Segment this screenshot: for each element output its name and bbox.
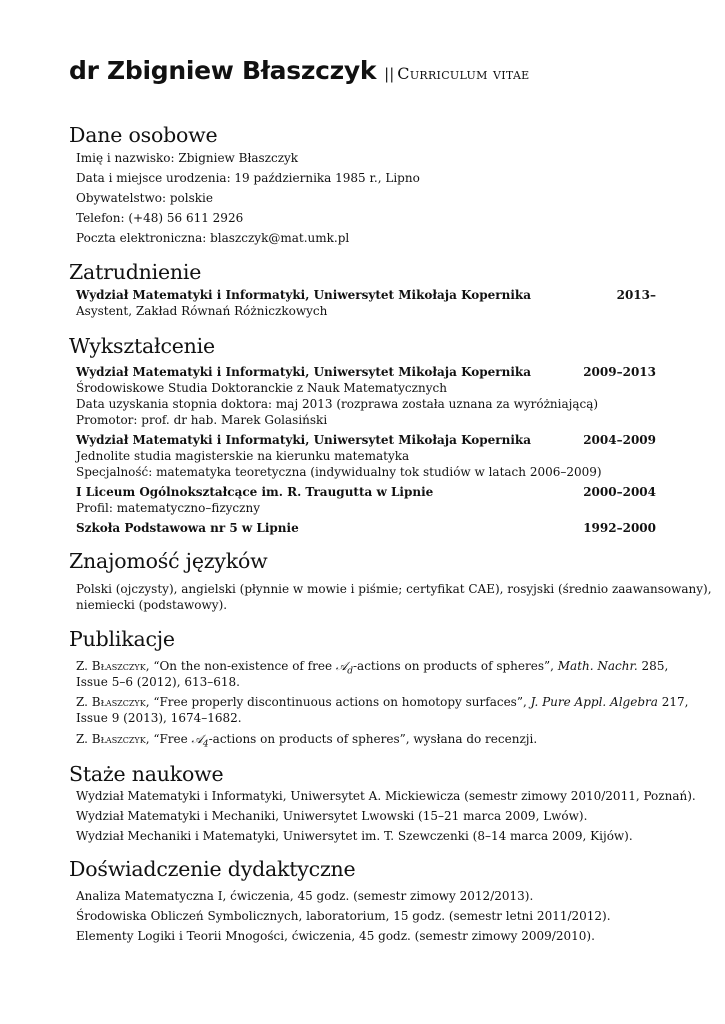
person-name: dr Zbigniew Błaszczyk (69, 56, 377, 85)
publication-text: -actions on products of spheres”, wysłana do recenzji. (208, 732, 538, 746)
publication-math: 𝒜 (191, 732, 203, 746)
teaching-line: Elementy Logiki i Teorii Mnogości, ćwiczenia, 45 godz. (semestr zimowy 2009/2010). (76, 929, 595, 943)
header-subtitle: Curriculum vitae (397, 64, 530, 83)
employment-detail: Asystent, Zakład Równań Różniczkowych (76, 304, 328, 318)
publication-text: , “On the non-existence of free (145, 659, 336, 673)
publication-item-cont: Issue 9 (2013), 1674–1682. (76, 711, 242, 725)
cv-header (69, 56, 530, 85)
education-dates: 2000–2004 (583, 485, 656, 499)
education-dates: 2009–2013 (583, 365, 656, 379)
section-languages-title: Znajomość języków (69, 549, 268, 573)
publication-item (76, 694, 688, 710)
education-detail: Profil: matematyczno–fizyczny (76, 501, 260, 515)
personal-line: Obywatelstwo: polskie (76, 191, 213, 205)
education-institution: I Liceum Ogólnokształcące im. R. Traugutta w Lipnie (76, 485, 434, 499)
section-education-title: Wykształcenie (69, 334, 215, 358)
publication-author: Z. Błaszczyk (76, 695, 146, 709)
teaching-line: Środowiska Obliczeń Symbolicznych, laboratorium, 15 godz. (semestr letni 2011/2012). (76, 909, 611, 923)
personal-line: Imię i nazwisko: Zbigniew Błaszczyk (76, 151, 299, 165)
publication-text: , “Free (145, 732, 192, 746)
section-employment-title: Zatrudnienie (69, 260, 202, 284)
education-detail: Promotor: prof. dr hab. Marek Golasiński (76, 413, 328, 427)
education-detail: Środowiskowe Studia Doktoranckie z Nauk Matematycznych (76, 381, 447, 395)
publication-item (76, 731, 537, 752)
education-institution: Szkoła Podstawowa nr 5 w Lipnie (76, 521, 299, 535)
publication-author: Z. Błaszczyk (76, 659, 146, 673)
section-internships-title: Staże naukowe (69, 762, 224, 786)
teaching-line: Analiza Matematyczna I, ćwiczenia, 45 godz. (semestr zimowy 2012/2013). (76, 889, 534, 903)
publication-author: Z. Błaszczyk (76, 732, 146, 746)
education-institution: Wydział Matematyki i Informatyki, Uniwersytet Mikołaja Kopernika (76, 365, 531, 379)
publication-math: 𝒜 (335, 659, 348, 673)
employment-dates: 2013– (616, 288, 656, 302)
internship-line: Wydział Matematyki i Informatyki, Uniwersytet A. Mickiewicza (semestr zimowy 2010/2011, Poznań). (76, 789, 696, 803)
section-teaching-title: Doświadczenie dydaktyczne (69, 857, 356, 881)
publication-journal: Math. Nachr. (557, 659, 638, 673)
section-personal-title: Dane osobowe (69, 123, 218, 147)
publication-journal: J. Pure Appl. Algebra (530, 695, 658, 709)
education-dates: 2004–2009 (583, 433, 656, 447)
publication-math-sub: 4 (202, 739, 209, 750)
publication-text: , “Free properly discontinuous actions on homotopy surfaces”, (145, 695, 531, 709)
personal-line: Telefon: (+48) 56 611 2926 (76, 211, 244, 225)
publication-volume: 217, (657, 695, 689, 709)
internship-line: Wydział Matematyki i Mechaniki, Uniwersytet Lwowski (15–21 marca 2009, Lwów). (76, 809, 588, 823)
languages-line: Polski (ojczysty), angielski (płynnie w mowie i piśmie; certyfikat CAE), rosyjski (średnio zaawansowany), (76, 582, 712, 596)
publication-math-sub: d (347, 666, 353, 677)
publication-item-cont: Issue 5–6 (2012), 613–618. (76, 675, 240, 689)
education-dates: 1992–2000 (583, 521, 656, 535)
education-detail: Specjalność: matematyka teoretyczna (indywidualny tok studiów w latach 2006–2009) (76, 465, 602, 479)
section-publications-title: Publikacje (69, 627, 175, 651)
publication-text: -actions on products of spheres”, (353, 659, 558, 673)
personal-line: Data i miejsce urodzenia: 19 października 1985 r., Lipno (76, 171, 420, 185)
internship-line: Wydział Mechaniki i Matematyki, Uniwersytet im. T. Szewczenki (8–14 marca 2009, Kijów). (76, 829, 633, 843)
employment-institution: Wydział Matematyki i Informatyki, Uniwersytet Mikołaja Kopernika (76, 288, 531, 302)
education-detail: Data uzyskania stopnia doktora: maj 2013 (rozprawa została uznana za wyróżniającą) (76, 397, 599, 411)
languages-line: niemiecki (podstawowy). (76, 598, 228, 612)
header-separator: || (384, 65, 395, 83)
publication-volume: 285, (637, 659, 669, 673)
education-detail: Jednolite studia magisterskie na kierunku matematyka (76, 449, 410, 463)
education-institution: Wydział Matematyki i Informatyki, Uniwersytet Mikołaja Kopernika (76, 433, 531, 447)
personal-email: Poczta elektroniczna: blaszczyk@mat.umk.pl (76, 231, 350, 245)
